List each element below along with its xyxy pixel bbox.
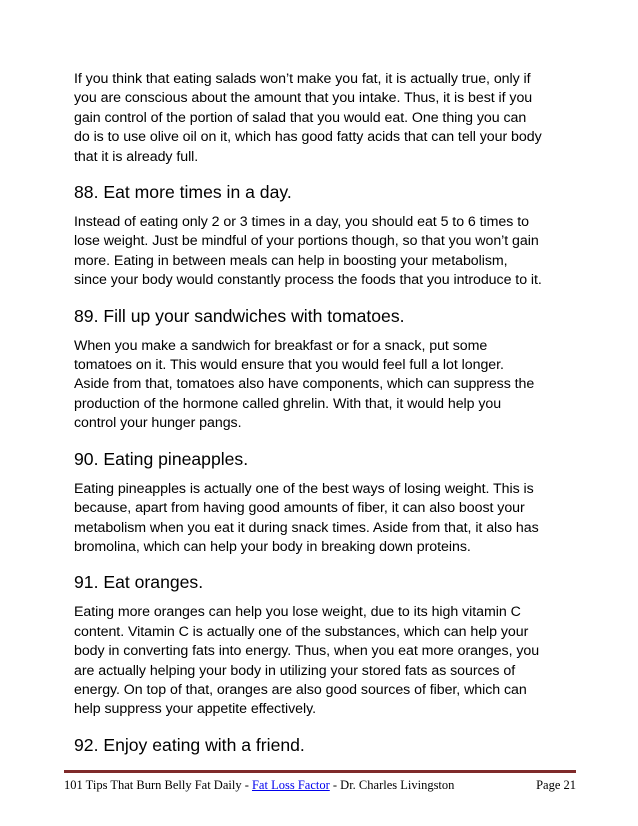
paragraph-line: since your body would constantly process the foods that you introduce to it. — [74, 272, 542, 289]
paragraph-line: because, apart from having good amounts of fiber, it can also boost your — [74, 500, 525, 517]
spacer — [74, 470, 574, 480]
section-heading: 88. Eat more times in a day. — [74, 182, 292, 203]
paragraph-line: content. Vitamin C is actually one of the substances, which can help your — [74, 623, 529, 640]
body-paragraph — [74, 603, 574, 719]
paragraph-line: gain control of the portion of salad that you would eat. One thing you can — [74, 109, 527, 126]
page-number: Page 21 — [536, 778, 576, 792]
spacer — [74, 557, 574, 571]
paragraph-line: When you make a sandwich for breakfast or for a snack, put some — [74, 337, 488, 354]
footer-rule — [64, 770, 576, 773]
body-paragraph — [74, 337, 574, 434]
section-heading: 90. Eating pineapples. — [74, 448, 249, 469]
body-paragraph — [74, 213, 574, 291]
paragraph-line: tomatoes on it. This would ensure that you would feel full a lot longer. — [74, 357, 504, 374]
paragraph-line: Eating pineapples is actually one of the best ways of losing weight. This is — [74, 480, 534, 497]
paragraph-line: metabolism when you eat it during snack times. Aside from that, it also has — [74, 519, 539, 536]
paragraph-line: control your hunger pangs. — [74, 415, 242, 432]
footer-link[interactable]: Fat Loss Factor — [251, 778, 330, 792]
paragraph-line: bromolina, which can help your body in breaking down proteins. — [74, 538, 471, 555]
body-paragraph — [74, 70, 574, 167]
footer-title — [64, 777, 454, 793]
paragraph-line: lose weight. Just be mindful of your portions though, so that you won’t gain — [74, 233, 539, 250]
page-content — [74, 70, 574, 756]
paragraph-line: are actually helping your body in utilizing your stored fats as sources of — [74, 662, 516, 679]
section-heading: 92. Enjoy eating with a friend. — [74, 734, 305, 755]
spacer — [74, 720, 574, 734]
paragraph-line: more. Eating in between meals can help in boosting your metabolism, — [74, 252, 508, 269]
footer-prefix: 101 Tips That Burn Belly Fat Daily - — [64, 778, 252, 792]
section-heading: 89. Fill up your sandwiches with tomatoes. — [74, 305, 405, 326]
paragraph-line: that it is already full. — [74, 148, 199, 165]
paragraph-line: do is to use olive oil on it, which has good fatty acids that can tell your body — [74, 129, 542, 146]
spacer — [74, 434, 574, 448]
spacer — [74, 327, 574, 337]
section-heading: 91. Eat oranges. — [74, 572, 204, 593]
footer-author: - Dr. Charles Livingston — [329, 778, 455, 792]
paragraph-line: you are conscious about the amount that you intake. Thus, it is best if you — [74, 90, 533, 107]
paragraph-line: body in converting fats into energy. Thus, when you eat more oranges, you — [74, 643, 540, 660]
spacer — [74, 593, 574, 603]
body-paragraph — [74, 480, 574, 558]
spacer — [74, 203, 574, 213]
paragraph-line: Instead of eating only 2 or 3 times in a day, you should eat 5 to 6 times to — [74, 214, 529, 231]
paragraph-line: help suppress your appetite effectively. — [74, 701, 316, 718]
paragraph-line: energy. On top of that, oranges are also good sources of fiber, which can — [74, 681, 527, 698]
spacer — [74, 291, 574, 305]
paragraph-line: Eating more oranges can help you lose weight, due to its high vitamin C — [74, 604, 521, 621]
paragraph-line: production of the hormone called ghrelin. With that, it would help you — [74, 395, 502, 412]
paragraph-line: If you think that eating salads won’t make you fat, it is actually true, only if — [74, 71, 531, 87]
paragraph-line: Aside from that, tomatoes also have components, which can suppress the — [74, 376, 535, 393]
spacer — [74, 167, 574, 181]
